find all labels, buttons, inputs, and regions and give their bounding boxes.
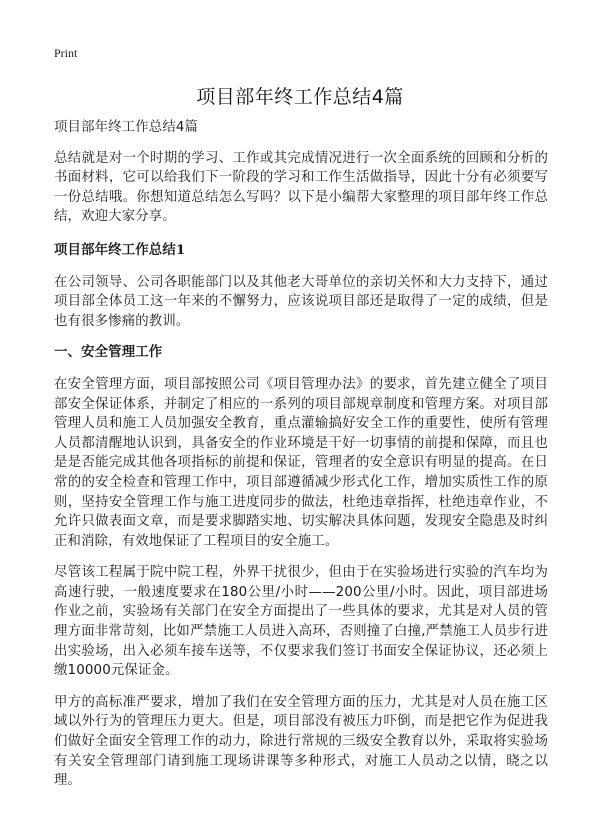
subsection-heading: 一、安全管理工作 (54, 344, 163, 361)
document-subtitle: 项目部年终工作总结4篇 (54, 120, 199, 135)
body-paragraph: 尽管该工程属于院中院工程，外界干扰很少，但由于在实验场进行实验的汽车均为高速行驶，一般速度要求在180公里/小时——200公里/小时。因此，项目部进场作业之前，实验场有关部门在安全方面提出了一些具体的要求，尤其是对人员的管理方面非常苛刻，比如严禁施工人员进入高环，否则撞了白撞,严禁施工人员步行进出实验场，出入必须车接车送等，不仅要求我们签订书面安全保证协议，还必须上缴10000元保证金。 (54, 565, 548, 679)
section-heading: 项目部年终工作总结1 (54, 241, 186, 258)
intro-paragraph: 总结就是对一个时期的学习、工作或其完成情况进行一次全面系统的回顾和分析的书面材料，它可以给我们下一阶段的学习和工作生活做指导，因此十分有必须要写一份总结哦。你想知道总结怎么写吗？以下是小编帮大家整理的项目部年终工作总结，欢迎大家分享。 (54, 150, 548, 225)
body-paragraph: 在安全管理方面，项目部按照公司《项目管理办法》的要求，首先建立健全了项目部安全保证体系，并制定了相应的一系列的项目部规章制度和管理方案。对项目部管理人员和施工人员加强安全教育，重点灌输搞好安全工作的重要性，使所有管理人员都清醒地认识到，具备安全的作业环境是干好一切事情的前提和保障，而且也是是否能完成其他各项指标的前提和保证，管理者的安全意识有明显的提高。在日常的的安全检查和管理工作中，项目部遵循减少形式化工作，增加实质性工作的原则，坚持安全管理工作与施工进度同步的做法，杜绝违章指挥，杜绝违章作业，不允许只做表面文章，而是要求脚踏实地、切实解决具体问题，发现安全隐患及时纠正和消除，有效地保证了工程项目的安全施工。 (54, 376, 548, 549)
print-link[interactable]: Print (54, 46, 78, 60)
document-title: 项目部年终工作总结4篇 (196, 86, 404, 108)
section-paragraph: 在公司领导、公司各职能部门以及其他老大哥单位的亲切关怀和大力支持下，通过项目部全体员工这一年来的不懈努力，应该说项目部还是取得了一定的成绩，但是也有很多惨痛的教训。 (54, 274, 548, 329)
document-body (54, 118, 548, 803)
body-paragraph: 甲方的高标准严要求，增加了我们在安全管理方面的压力，尤其是对人员在施工区域以外行为的管理压力更大。但是，项目部没有被压力吓倒，而是把它作为促进我们做好全面安全管理工作的动力，除进行常规的三级安全教育以外，采取将实验场有关安全管理部门请到施工现场讲课等多种形式，对施工人员动之以情，晓之以理。 (54, 694, 548, 789)
